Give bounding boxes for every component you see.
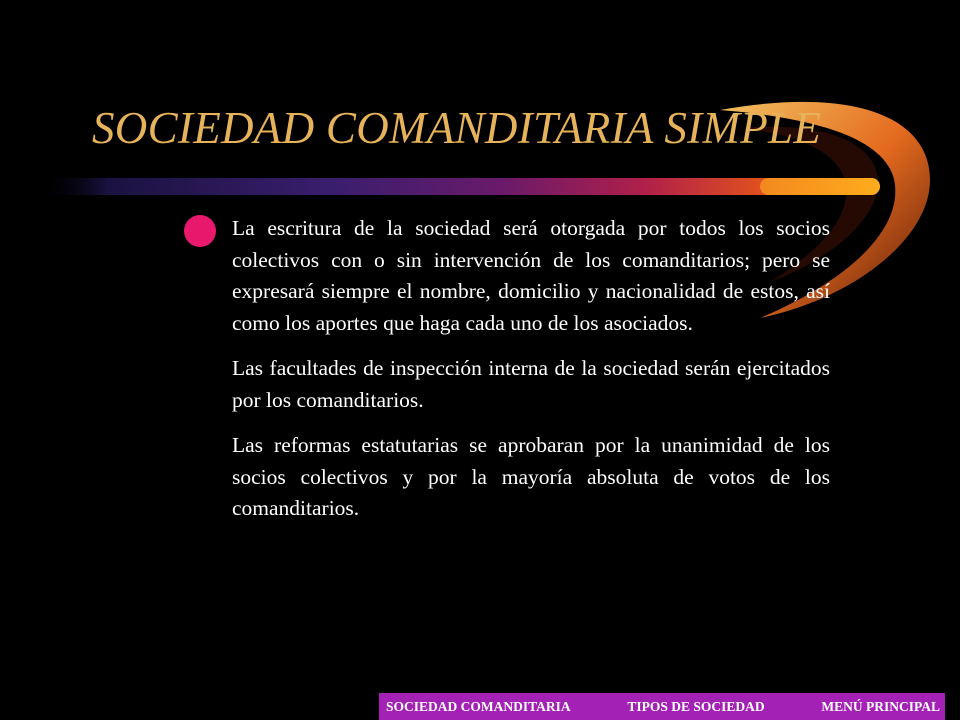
nav-link-tipos-de-sociedad[interactable]: TIPOS DE SOCIEDAD (627, 698, 765, 714)
paragraph-2: Las facultades de inspección interna de la sociedad serán ejercitados por los comanditarios. (232, 356, 830, 412)
nav-link-sociedad-comanditaria[interactable]: SOCIEDAD COMANDITARIA (386, 698, 571, 714)
bullet-dot (184, 215, 216, 247)
navigation-bar (379, 693, 945, 720)
paragraph-3: Las reformas estatutarias se aprobaran por la unanimidad de los socios colectivos y por la mayoría absoluta de votos de los comanditarios. (232, 433, 830, 520)
slide-title: SOCIEDAD COMANDITARIA SIMPLE (92, 103, 822, 153)
slide-body (232, 213, 830, 539)
paragraph-1: La escritura de la sociedad será otorgada por todos los socios colectivos con o sin intervención de los comanditarios; pero se expresará siempre el nombre, domicilio y nacionalidad de estos, así como los aportes que haga cada uno de los asociados. (232, 216, 830, 335)
nav-link-menu-principal[interactable]: MENÚ PRINCIPAL (821, 698, 940, 714)
